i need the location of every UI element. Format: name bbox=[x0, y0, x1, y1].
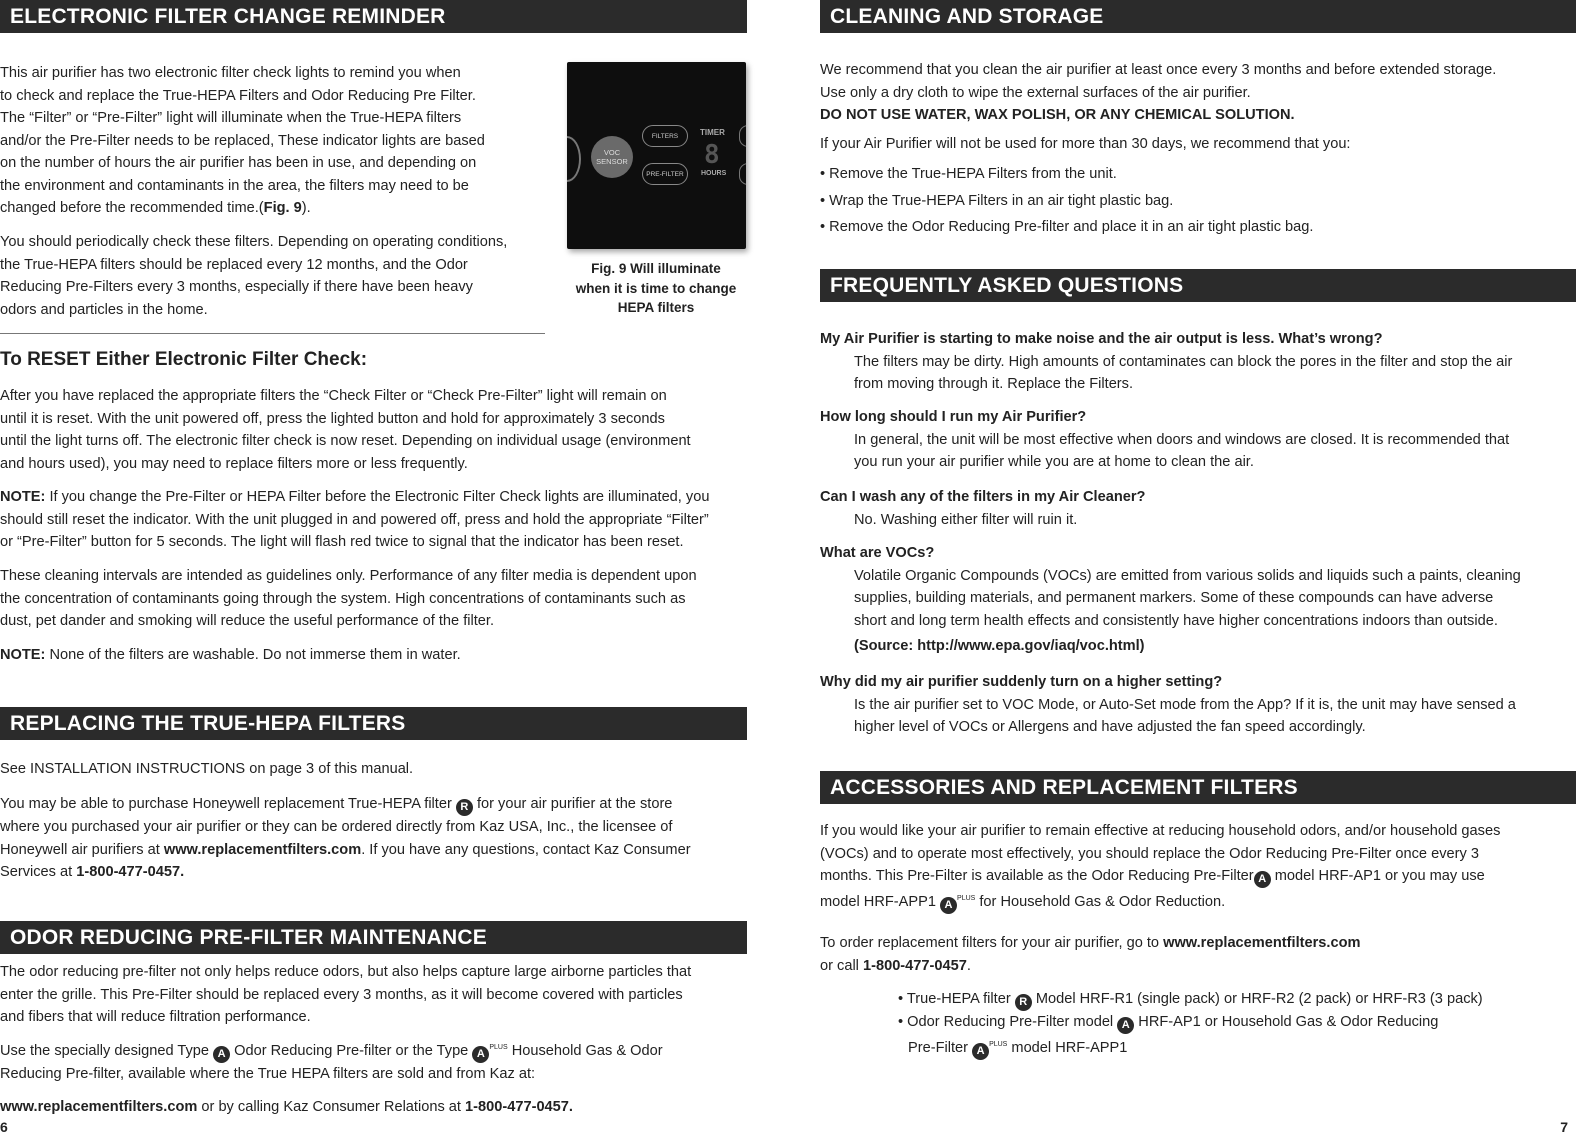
cleaning-paragraph-2 bbox=[820, 133, 1576, 156]
text-line bbox=[0, 1037, 747, 1063]
text-span: Odor Reducing Pre-filter or the Type bbox=[230, 1043, 473, 1059]
section-heading-odor-prefilter: ODOR REDUCING PRE-FILTER MAINTENANCE bbox=[0, 921, 747, 954]
text-line: and fibers that will reduce filtration performance. bbox=[0, 1009, 311, 1025]
replacing-paragraph-1 bbox=[0, 758, 747, 781]
figure-reference: Fig. 9 bbox=[263, 200, 302, 216]
list-item-continuation bbox=[898, 1034, 1576, 1060]
timer-digit: 8 bbox=[704, 140, 720, 170]
reset-note-2 bbox=[0, 644, 747, 667]
section-heading-accessories: ACCESSORIES AND REPLACEMENT FILTERS bbox=[820, 771, 1576, 804]
page-number: 6 bbox=[0, 1119, 8, 1135]
list-item bbox=[898, 1011, 1576, 1034]
text-span: To order replacement filters for your air purifier, go to bbox=[820, 935, 1164, 951]
text-span: Honeywell air purifiers at bbox=[0, 841, 164, 858]
text-line: Reducing Pre-filter, available where the True HEPA filters are sold and from Kaz at: bbox=[0, 1066, 536, 1082]
website-link[interactable]: www.replacementfilters.com bbox=[0, 1099, 198, 1115]
text-span: model HRF-APP1 bbox=[1007, 1040, 1128, 1056]
divider bbox=[0, 333, 545, 334]
odor-paragraph-3 bbox=[0, 1096, 747, 1119]
text-line: You should periodically check these filters. Depending on operating conditions, bbox=[0, 234, 508, 250]
faq-answer: Volatile Organic Compounds (VOCs) are emitted from various solids and liquids such a paints, cleaning bbox=[854, 567, 1521, 584]
warning-text: DO NOT USE WATER, WAX POLISH, OR ANY CHEMICAL SOLUTION. bbox=[820, 107, 1295, 123]
note-label: NOTE: bbox=[0, 647, 46, 663]
text-line bbox=[820, 104, 1576, 127]
text-line bbox=[0, 486, 747, 509]
text-line bbox=[0, 793, 747, 816]
phone-number: 1-800-477-0457. bbox=[76, 864, 185, 880]
faq-question: Why did my air purifier suddenly turn on a higher setting? bbox=[820, 674, 1223, 690]
type-a-plus-badge-icon: A bbox=[940, 897, 957, 914]
section-heading-faq: FREQUENTLY ASKED QUESTIONS bbox=[820, 269, 1576, 302]
text-line: odors and particles in the home. bbox=[0, 301, 208, 318]
reset-paragraph-1 bbox=[0, 385, 747, 475]
text-line: the concentration of contaminants going through the system. High concentrations of contaminants such as bbox=[0, 590, 686, 607]
text-line: should still reset the indicator. With the unit plugged in and powered off, press and hold the appropriate “Filter” bbox=[0, 511, 709, 528]
faq-question: My Air Purifier is starting to make noise and the air output is less. What’s wrong? bbox=[820, 331, 1383, 347]
text-line: Use only a dry cloth to wipe the external surfaces of the air purifier. bbox=[820, 84, 1251, 101]
type-a-plus-badge-icon: A bbox=[472, 1046, 489, 1063]
text-span: or by calling Kaz Consumer Relations at bbox=[197, 1099, 466, 1115]
text-span: HRF-AP1 or Household Gas & Odor Reducing bbox=[1134, 1014, 1439, 1030]
text-span: changed before the recommended time.( bbox=[0, 200, 264, 216]
caption-line: HEPA filters bbox=[617, 300, 695, 315]
timer-label: TIMER bbox=[700, 128, 725, 137]
faq-answer: Is the air purifier set to VOC Mode, or Auto-Set mode from the App? If it is, the unit may have sensed a bbox=[854, 696, 1516, 713]
phone-number: 1-800-477-0457. bbox=[465, 1099, 573, 1115]
faq-answer: supplies, building materials, and permanent markers. Some of these compounds can have adverse bbox=[854, 590, 1494, 606]
reminder-paragraph-1 bbox=[0, 62, 540, 220]
faq-answer: short and long term health effects and consistently have higher concentrations indoors than outside. bbox=[854, 612, 1498, 629]
pre-filter-label: PRE-FILTER bbox=[646, 171, 684, 178]
control-panel-figure bbox=[567, 62, 746, 249]
accessories-paragraph-2 bbox=[820, 932, 1576, 977]
faq-answer: higher level of VOCs or Allergens and have adjusted the fan speed accordingly. bbox=[854, 719, 1366, 735]
reset-paragraph-3 bbox=[0, 565, 747, 633]
faq-item bbox=[820, 486, 1576, 531]
replacing-paragraph-2 bbox=[0, 793, 747, 884]
text-span: None of the filters are washable. Do not immerse them in water. bbox=[45, 647, 461, 663]
hours-label: HOURS bbox=[701, 170, 727, 177]
text-line bbox=[0, 644, 747, 667]
faq-answer: you run your air purifier while you are at home to clean the air. bbox=[854, 454, 1254, 470]
text-span: • True-HEPA filter bbox=[898, 991, 1015, 1007]
text-line: where you purchased your air purifier or they can be ordered directly from Kaz USA, Inc., the licensee of bbox=[0, 819, 673, 835]
text-line: and/or the Pre-Filter needs to be replaced, These indicator lights are based bbox=[0, 132, 485, 149]
text-line: These cleaning intervals are intended as guidelines only. Performance of any filter media is dependent upon bbox=[0, 568, 697, 584]
reset-note-1 bbox=[0, 486, 747, 554]
plus-mark: PLUS bbox=[957, 895, 976, 902]
text-span: If you change the Pre-Filter or HEPA Filter before the Electronic Filter Check lights are illuminated, you bbox=[45, 489, 710, 505]
accessories-paragraph-1 bbox=[820, 820, 1576, 914]
filter-r-badge-icon: R bbox=[456, 799, 473, 816]
text-span: model HRF-APP1 bbox=[820, 894, 941, 910]
text-line: See INSTALLATION INSTRUCTIONS on page 3 of this manual. bbox=[0, 761, 414, 777]
text-span: months. This Pre-Filter is available as the Odor Reducing Pre-Filter bbox=[820, 868, 1254, 884]
text-span: Services at bbox=[0, 864, 77, 880]
page-number: 7 bbox=[1560, 1119, 1568, 1135]
plus-mark: PLUS bbox=[989, 1041, 1008, 1048]
faq-question: How long should I run my Air Purifier? bbox=[820, 409, 1087, 425]
plus-mark: PLUS bbox=[489, 1044, 508, 1051]
text-line: and hours used), you may need to replace filters more or less frequently. bbox=[0, 455, 468, 472]
text-line: on the number of hours the air purifier has been in use, and depending on bbox=[0, 155, 477, 171]
phone-number: 1-800-477-0457 bbox=[862, 957, 967, 974]
text-line: If your Air Purifier will not be used for more than 30 days, we recommend that you: bbox=[820, 136, 1351, 152]
text-span: You may be able to purchase Honeywell replacement True-HEPA filter bbox=[0, 796, 456, 812]
text-line bbox=[0, 197, 540, 220]
text-line: This air purifier has two electronic filter check lights to remind you when bbox=[0, 65, 461, 81]
text-line: until the light turns off. The electronic filter check is now reset. Depending on individual usage (environment bbox=[0, 433, 691, 449]
text-line: If you would like your air purifier to remain effective at reducing household odors, and/or household gases bbox=[820, 823, 1501, 839]
list-item: • Wrap the True-HEPA Filters in an air tight plastic bag. bbox=[820, 192, 1174, 209]
text-line bbox=[0, 839, 747, 862]
text-line: the True-HEPA filters should be replaced every 12 months, and the Odor bbox=[0, 256, 468, 273]
source-citation: (Source: http://www.epa.gov/iaq/voc.html) bbox=[854, 638, 1145, 654]
reminder-paragraph-2 bbox=[0, 231, 545, 321]
pre-filter-indicator bbox=[642, 163, 688, 185]
text-span: ). bbox=[301, 200, 311, 216]
note-label: NOTE: bbox=[0, 489, 46, 505]
partial-button-icon bbox=[567, 136, 581, 182]
text-line: dust, pet dander and smoking will reduce the useful performance of the filter. bbox=[0, 613, 495, 629]
filters-indicator bbox=[642, 125, 688, 147]
odor-paragraph-1 bbox=[0, 961, 747, 1029]
text-line: to check and replace the True-HEPA Filters and Odor Reducing Pre Filter. bbox=[0, 87, 476, 104]
faq-answer: from moving through it. Replace the Filters. bbox=[854, 376, 1134, 392]
type-a-badge-icon: A bbox=[1117, 1017, 1134, 1034]
caption-line: Fig. 9 Will illuminate bbox=[591, 261, 721, 276]
edge-button-icon bbox=[739, 125, 746, 147]
text-span: Use the specially designed Type bbox=[0, 1043, 214, 1059]
figure-caption bbox=[565, 259, 747, 318]
text-line bbox=[820, 932, 1576, 955]
text-line: (VOCs) and to operate most effectively, you should replace the Odor Reducing Pre-Filter once every 3 bbox=[820, 845, 1479, 862]
faq-item bbox=[820, 671, 1576, 739]
faq-question: What are VOCs? bbox=[820, 545, 935, 561]
text-line: or “Pre-Filter” button for 5 seconds. The light will flash red twice to signal that the indicator has been reset. bbox=[0, 534, 684, 550]
text-line bbox=[820, 865, 1576, 888]
text-span: • Odor Reducing Pre-Filter model bbox=[898, 1014, 1118, 1030]
section-heading-replacing-filters: REPLACING THE TRUE-HEPA FILTERS bbox=[0, 707, 747, 740]
text-line: The odor reducing pre-filter not only helps reduce odors, but also helps capture large airborne particles that bbox=[0, 964, 692, 980]
list-item: • Remove the Odor Reducing Pre-filter and place it in an air tight plastic bag. bbox=[820, 219, 1314, 235]
filters-label: FILTERS bbox=[651, 133, 679, 140]
text-span: Household Gas & Odor bbox=[507, 1043, 663, 1059]
section-heading-filter-reminder: ELECTRONIC FILTER CHANGE REMINDER bbox=[0, 0, 747, 33]
text-line: We recommend that you clean the air purifier at least once every 3 months and before extended storage. bbox=[820, 62, 1497, 78]
text-line: The “Filter” or “Pre-Filter” light will illuminate when the True-HEPA filters bbox=[0, 110, 462, 126]
text-line: until it is reset. With the unit powered off, press the lighted button and hold for approximately 3 seconds bbox=[0, 410, 665, 427]
website-link[interactable]: www.replacementfilters.com bbox=[163, 841, 362, 858]
text-line: Reducing Pre-Filters every 3 months, especially if there have been heavy bbox=[0, 279, 473, 295]
faq-answer: No. Washing either filter will ruin it. bbox=[854, 511, 1078, 528]
text-line: or call 1-800-477-0457. bbox=[820, 957, 971, 974]
website-link[interactable]: www.replacementfilters.com bbox=[1163, 935, 1361, 951]
text-line bbox=[0, 861, 747, 884]
cleaning-bullets bbox=[820, 163, 1576, 239]
text-line bbox=[820, 888, 1576, 914]
cleaning-paragraph-1 bbox=[820, 59, 1576, 127]
text-span: Pre-Filter bbox=[908, 1040, 973, 1056]
text-span: Model HRF-R1 (single pack) or HRF-R2 (2 pack) or HRF-R3 (3 pack) bbox=[1031, 991, 1483, 1007]
type-a-badge-icon: A bbox=[1254, 871, 1271, 888]
list-item bbox=[898, 988, 1576, 1011]
text-line bbox=[0, 1096, 747, 1119]
text-span: for your air purifier at the store bbox=[472, 796, 673, 812]
faq-item bbox=[820, 328, 1576, 396]
text-span: model HRF-AP1 or you may use bbox=[1270, 868, 1485, 884]
text-line: enter the grille. This Pre-Filter should be replaced every 3 months, as it will become covered with particles bbox=[0, 986, 683, 1003]
faq-answer: The filters may be dirty. High amounts of contaminates can block the pores in the filter and stop the air bbox=[854, 353, 1513, 370]
voc-label: VOC SENSOR bbox=[596, 148, 628, 166]
text-span: . If you have any questions, contact Kaz Consumer bbox=[361, 841, 691, 858]
type-a-plus-badge-icon: A bbox=[972, 1043, 989, 1060]
faq-question: Can I wash any of the filters in my Air Cleaner? bbox=[820, 489, 1146, 505]
text-span: for Household Gas & Odor Reduction. bbox=[975, 894, 1226, 910]
filter-r-badge-icon: R bbox=[1015, 994, 1032, 1011]
faq-item bbox=[820, 542, 1576, 658]
reset-subheading: To RESET Either Electronic Filter Check: bbox=[0, 349, 368, 370]
caption-line: when it is time to change bbox=[575, 280, 737, 296]
faq-answer: In general, the unit will be most effective when doors and windows are closed. It is recommended that bbox=[854, 431, 1510, 448]
type-a-badge-icon: A bbox=[213, 1046, 230, 1063]
text-line: After you have replaced the appropriate filters the “Check Filter or “Check Pre-Filter” light will remain on bbox=[0, 388, 667, 404]
section-heading-cleaning: CLEANING AND STORAGE bbox=[820, 0, 1576, 33]
odor-paragraph-2 bbox=[0, 1037, 747, 1086]
faq-item bbox=[820, 406, 1576, 474]
voc-sensor-icon bbox=[591, 136, 633, 178]
list-item: • Remove the True-HEPA Filters from the unit. bbox=[820, 166, 1117, 182]
text-line: the environment and contaminants in the area, the filters may need to be bbox=[0, 177, 469, 194]
edge-button-icon bbox=[739, 163, 746, 185]
accessories-bullets bbox=[898, 988, 1576, 1060]
text-span: or call bbox=[820, 957, 863, 974]
